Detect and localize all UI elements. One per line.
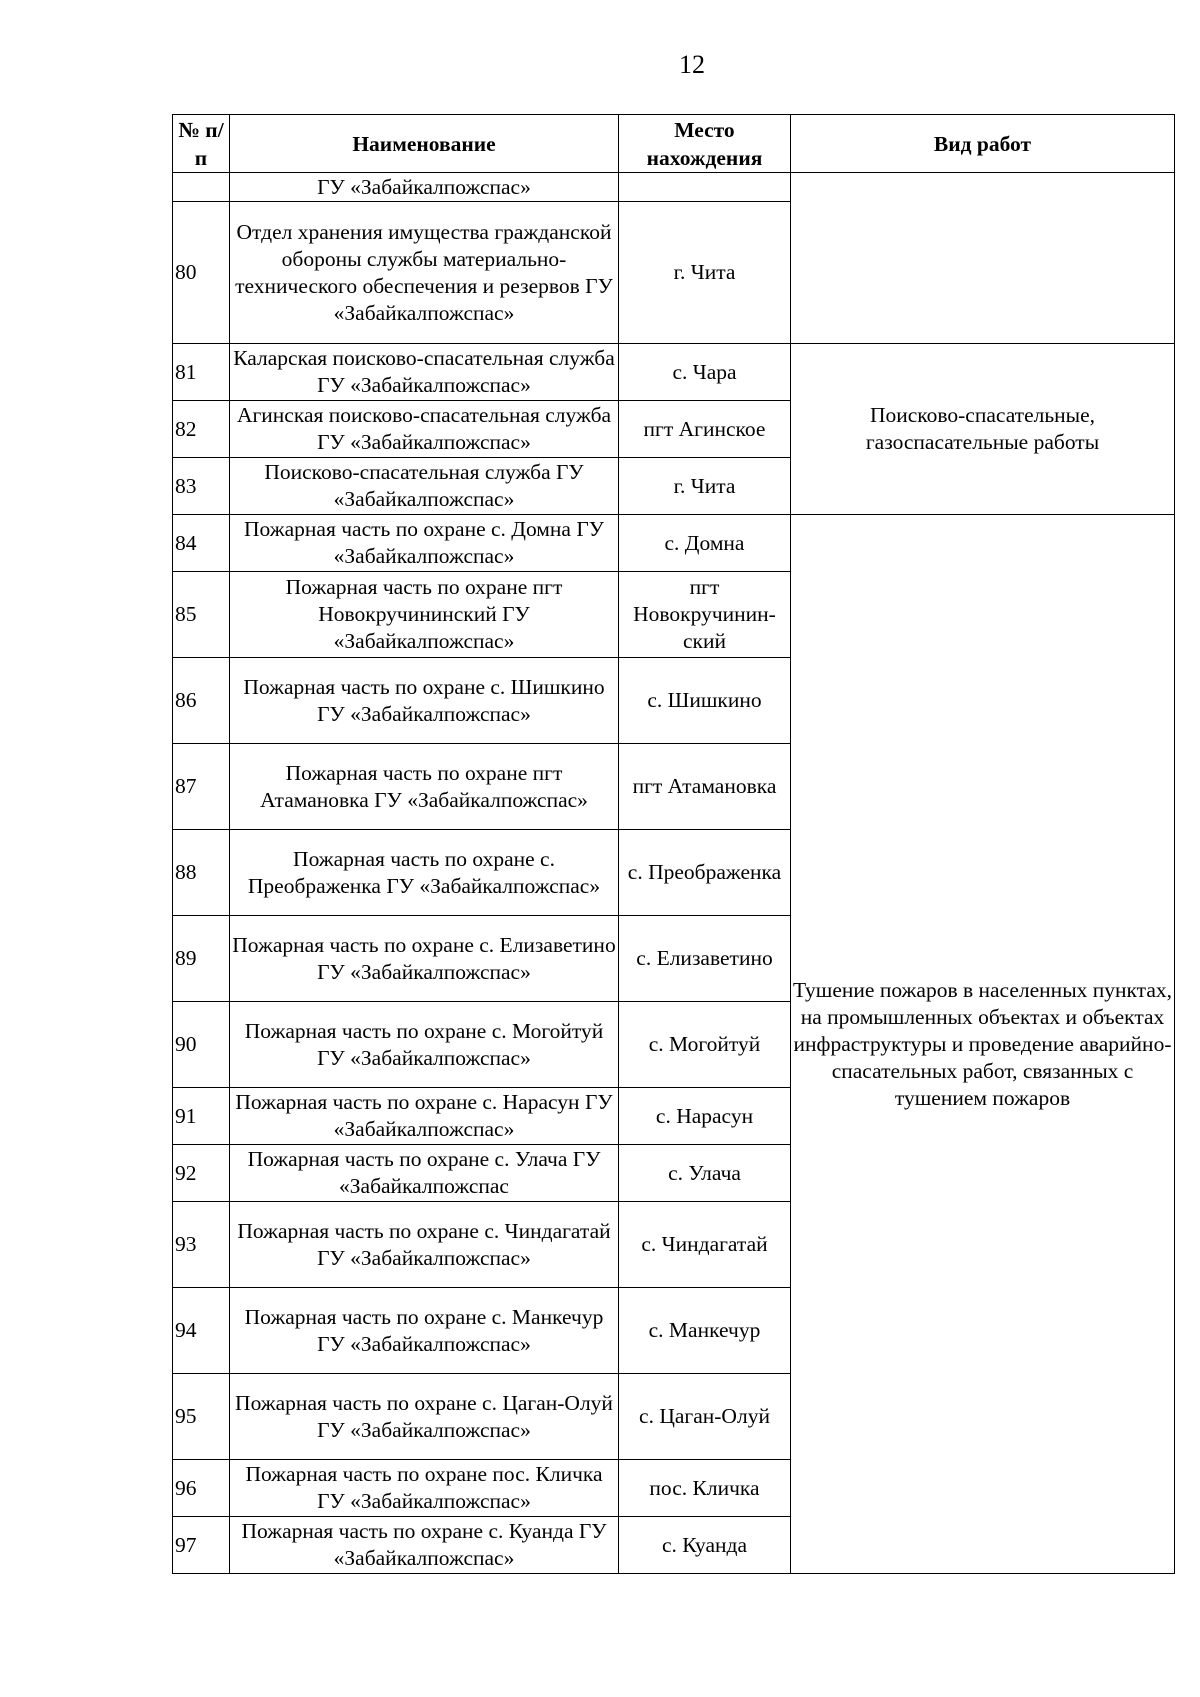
row-num: 93 xyxy=(173,1202,230,1288)
row-num: 89 xyxy=(173,916,230,1002)
row-place: пгт Новокручинин-ский xyxy=(619,572,791,658)
row-place: с. Нарасун xyxy=(619,1088,791,1145)
row-num: 85 xyxy=(173,572,230,658)
row-place: пгт Атамановка xyxy=(619,744,791,830)
row-num: 82 xyxy=(173,401,230,458)
header-place: Место нахождения xyxy=(619,115,791,173)
row-name: Пожарная часть по охране с. Домна ГУ «Забайкалпожспас» xyxy=(230,515,619,572)
row-place: с. Чиндагатай xyxy=(619,1202,791,1288)
header-work: Вид работ xyxy=(791,115,1175,173)
row-num: 81 xyxy=(173,344,230,401)
work-type-firefighting: Тушение пожаров в населенных пунктах, на промышленных объектах и объектах инфраструктуры и проведение аварийно-спасательных работ, связанных с тушением пожаров xyxy=(791,515,1175,1574)
row-name: Пожарная часть по охране с. Чиндагатай ГУ «Забайкалпожспас» xyxy=(230,1202,619,1288)
row-place: г. Чита xyxy=(619,458,791,515)
work-type-search-rescue: Поисково-спасательные, газоспасательные работы xyxy=(791,344,1175,515)
row-num: 94 xyxy=(173,1288,230,1374)
row-place: г. Чита xyxy=(619,202,791,344)
row-num: 88 xyxy=(173,830,230,916)
page-number: 12 xyxy=(679,50,705,79)
row-place: с. Чара xyxy=(619,344,791,401)
header-num: № п/п xyxy=(173,115,230,173)
row-num: 90 xyxy=(173,1002,230,1088)
row-num: 80 xyxy=(173,202,230,344)
row-place: с. Куанда xyxy=(619,1517,791,1574)
header-name: Наименование xyxy=(230,115,619,173)
row-place: с. Цаган-Олуй xyxy=(619,1374,791,1460)
row-num: 84 xyxy=(173,515,230,572)
row-name: Каларская поисково-спасательная служба ГУ «Забайкалпожспас» xyxy=(230,344,619,401)
row-name: Пожарная часть по охране с. Цаган-Олуй ГУ «Забайкалпожспас» xyxy=(230,1374,619,1460)
row-num xyxy=(173,173,230,202)
table-header-row xyxy=(173,115,1175,173)
row-place: с. Манкечур xyxy=(619,1288,791,1374)
row-name: ГУ «Забайкалпожспас» xyxy=(230,173,619,202)
row-name: Пожарная часть по охране пос. Кличка ГУ «Забайкалпожспас» xyxy=(230,1460,619,1517)
work-type-group-1 xyxy=(791,173,1175,344)
row-place: с. Преображенка xyxy=(619,830,791,916)
row-name: Пожарная часть по охране с. Могойтуй ГУ «Забайкалпожспас» xyxy=(230,1002,619,1088)
row-name: Пожарная часть по охране с. Нарасун ГУ «Забайкалпожспас» xyxy=(230,1088,619,1145)
row-num: 97 xyxy=(173,1517,230,1574)
table-row-continuation xyxy=(173,173,1175,202)
table-row xyxy=(173,344,1175,401)
row-place: пгт Агинское xyxy=(619,401,791,458)
row-place: с. Домна xyxy=(619,515,791,572)
row-name: Агинская поисково-спасательная служба ГУ «Забайкалпожспас» xyxy=(230,401,619,458)
row-place: с. Елизаветино xyxy=(619,916,791,1002)
row-name: Пожарная часть по охране с. Шишкино ГУ «Забайкалпожспас» xyxy=(230,658,619,744)
row-name: Поисково-спасательная служба ГУ «Забайкалпожспас» xyxy=(230,458,619,515)
row-place: с. Улача xyxy=(619,1145,791,1202)
row-place: пос. Кличка xyxy=(619,1460,791,1517)
row-place: с. Шишкино xyxy=(619,658,791,744)
row-num: 92 xyxy=(173,1145,230,1202)
row-num: 83 xyxy=(173,458,230,515)
row-name: Пожарная часть по охране с. Елизаветино ГУ «Забайкалпожспас» xyxy=(230,916,619,1002)
row-name: Пожарная часть по охране с. Преображенка ГУ «Забайкалпожспас» xyxy=(230,830,619,916)
row-num: 95 xyxy=(173,1374,230,1460)
row-num: 91 xyxy=(173,1088,230,1145)
row-num: 96 xyxy=(173,1460,230,1517)
row-name: Отдел хранения имущества гражданской обороны службы материально-технического обеспечения и резервов ГУ «Забайкалпожспас» xyxy=(230,202,619,344)
row-place: с. Могойтуй xyxy=(619,1002,791,1088)
row-name: Пожарная часть по охране с. Манкечур ГУ «Забайкалпожспас» xyxy=(230,1288,619,1374)
row-name: Пожарная часть по охране с. Улача ГУ «Забайкалпожспас xyxy=(230,1145,619,1202)
row-num: 87 xyxy=(173,744,230,830)
row-name: Пожарная часть по охране пгт Атамановка ГУ «Забайкалпожспас» xyxy=(230,744,619,830)
row-num: 86 xyxy=(173,658,230,744)
organizations-table xyxy=(172,114,1175,1574)
row-name: Пожарная часть по охране с. Куанда ГУ «Забайкалпожспас» xyxy=(230,1517,619,1574)
row-place xyxy=(619,173,791,202)
table-row xyxy=(173,515,1175,572)
row-name: Пожарная часть по охране пгт Новокручининский ГУ «Забайкалпожспас» xyxy=(230,572,619,658)
